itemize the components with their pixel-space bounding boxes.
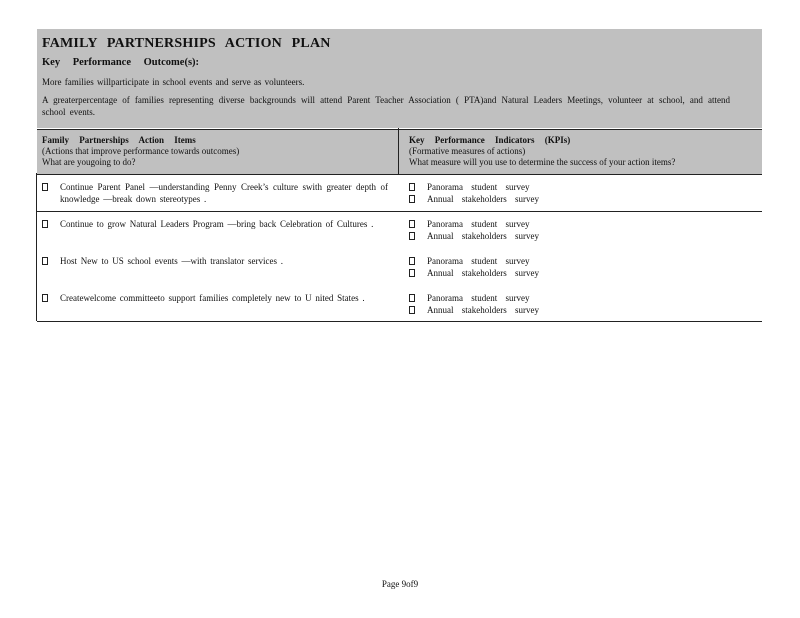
right-column-header (409, 135, 675, 168)
checkbox-bullet-icon (409, 306, 415, 314)
checkbox-bullet-icon (409, 220, 415, 228)
kpi-text: Annual stakeholders survey (427, 268, 539, 278)
kpi-text: Panorama student survey (427, 256, 530, 266)
row-separator (37, 211, 762, 212)
outcome-1: More families willparticipate in school events and serve as volunteers. (42, 77, 305, 87)
checkbox-bullet-icon (42, 294, 48, 302)
action-item-text: Createwelcome committeeto support families completely new to U nited States . (60, 293, 365, 303)
column-divider (398, 128, 399, 174)
right-column-sub1: (Formative measures of actions) (409, 146, 526, 156)
right-column-sub2: What measure will you use to determine the success of your action items? (409, 157, 676, 167)
left-column-title: Family Partnerships Action Items (42, 135, 196, 145)
action-item-text: Host New to US school events —with translator services . (60, 256, 283, 266)
kpi-text: Annual stakeholders survey (427, 305, 539, 315)
checkbox-bullet-icon (42, 257, 48, 265)
action-item-text: Continue Parent Panel —understanding Penny Creek’s culture swith greater depth of knowledge —break down stereotypes . (60, 182, 388, 204)
checkbox-bullet-icon (409, 294, 415, 302)
checkbox-bullet-icon (409, 257, 415, 265)
page-title: FAMILY PARTNERSHIPS ACTION PLAN (42, 36, 331, 51)
checkbox-bullet-icon (409, 195, 415, 203)
kpi-text: Panorama student survey (427, 182, 530, 192)
action-item-text: Continue to grow Natural Leaders Program —bring back Celebration of Cultures . (60, 219, 374, 229)
left-column-header (42, 135, 239, 168)
checkbox-bullet-icon (409, 269, 415, 277)
table-bottom-border (37, 321, 762, 322)
kpi-text: Panorama student survey (427, 293, 530, 303)
checkbox-bullet-icon (409, 183, 415, 191)
kpo-label: Key Performance Outcome(s): (42, 57, 200, 68)
kpi-text: Panorama student survey (427, 219, 530, 229)
checkbox-bullet-icon (409, 232, 415, 240)
outcome-2: A greaterpercentage of families representing diverse backgrounds will attend Parent Teacher Association ( PTA)and Natural Leaders Meetings, volunteer at school, and attend school events. (42, 95, 730, 117)
right-column-title: Key Performance Indicators (KPIs) (409, 135, 571, 145)
left-column-sub2: What are yougoing to do? (42, 157, 136, 167)
kpi-text: Annual stakeholders survey (427, 231, 539, 241)
table-left-border (36, 173, 37, 321)
kpi-text: Annual stakeholders survey (427, 194, 539, 204)
checkbox-bullet-icon (42, 183, 48, 191)
checkbox-bullet-icon (42, 220, 48, 228)
left-column-sub1: (Actions that improve performance towards outcomes) (42, 146, 240, 156)
page-number: Page 9of9 (381, 579, 419, 589)
